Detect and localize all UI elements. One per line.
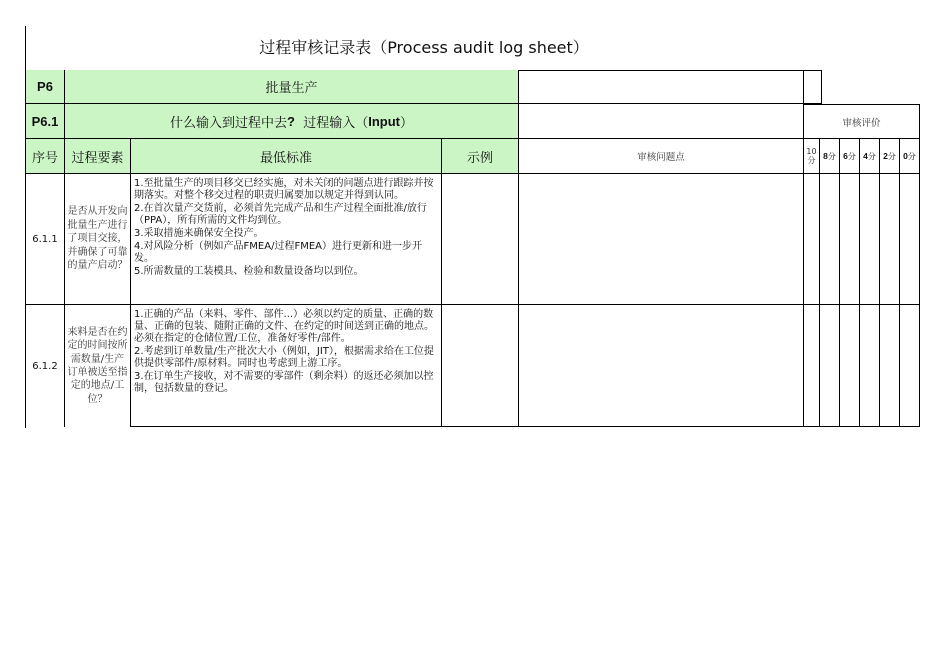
row-2-req-1: 1.正确的产品（来料、零件、部件...）必须以约定的质量、正确的数量、正确的包装、随附正确的文件、在约定的时间送到正确的地点。必须在指定的仓储位置/工位，准备好零件/部件。 — [134, 309, 434, 344]
subsection-code-cell — [26, 104, 64, 139]
table-row-1-audit-points[interactable] — [519, 174, 803, 305]
col-header-score-0 — [899, 139, 920, 174]
col-header-score-6 — [839, 139, 859, 174]
score-8-num: 8 — [823, 150, 828, 161]
row-2-score-4-cell[interactable] — [859, 305, 879, 427]
table-row-1-element: 是否从开发向批量生产进行了项目交接，并确保了可靠的量产启动？ — [64, 174, 130, 305]
section-name-cell — [64, 70, 519, 104]
row-1-score-2-cell[interactable] — [879, 174, 899, 305]
score-10-unit: 分 — [807, 156, 816, 165]
section-code-cell — [26, 70, 64, 104]
score-0-unit: 分 — [907, 151, 916, 161]
row-1-req-5: 5.所需数量的工装模具、检验和数量设备均以到位。 — [134, 266, 364, 277]
row-1-score-8-cell[interactable] — [819, 174, 839, 305]
score-6-num: 6 — [843, 150, 848, 161]
col-header-audit-points: 审核问题点 — [519, 139, 803, 174]
subsection-blank-cell — [519, 104, 803, 139]
table-row-1-no: 6.1.1 — [26, 174, 64, 305]
row-1-score-6-cell[interactable] — [839, 174, 859, 305]
row-1-req-4: 4.对风险分析（例如产品FMEA/过程FMEA）进行更新和进一步开发。 — [134, 241, 422, 264]
score-8-unit: 分 — [827, 151, 836, 161]
score-2-num: 2 — [883, 150, 888, 161]
subsection-name-cell — [64, 104, 519, 139]
section-code: P6 — [37, 79, 53, 94]
row-1-score-0-cell[interactable] — [899, 174, 920, 305]
subsection-name-prefix: 什么输入到过程中去 — [169, 115, 287, 131]
subsection-name-q: ? — [287, 113, 295, 129]
table-row-2-requirements — [130, 305, 441, 427]
col-header-score-2 — [879, 139, 899, 174]
table-row-1-example[interactable] — [441, 174, 519, 305]
score-0-num: 0 — [903, 150, 908, 161]
col-header-score-4 — [859, 139, 879, 174]
col-header-score-10 — [803, 139, 819, 174]
subsection-name-suffix: 过程输入（ — [303, 115, 369, 131]
table-row-2-element: 来料是否在约定的时间按所需数量/生产订单被送至指定的地点/工位？ — [64, 305, 130, 427]
col-header-no: 序号 — [26, 139, 64, 174]
col-header-score-8 — [819, 139, 839, 174]
row-1-score-10-cell[interactable] — [803, 174, 819, 305]
score-10-num: 10 — [806, 147, 817, 156]
subsection-name-bold: Input — [368, 113, 400, 129]
score-4-unit: 分 — [867, 151, 876, 161]
table-row-2-audit-points[interactable] — [519, 305, 803, 427]
col-header-element: 过程要素 — [64, 139, 130, 174]
col-header-example: 示例 — [441, 139, 519, 174]
row-1-req-3: 3.采取措施来确保安全投产。 — [134, 228, 264, 239]
row-1-req-2: 2.在首次量产交货前，必须首先完成产品和生产过程全面批准/放行（PPA），所有所需的文件均到位。 — [134, 203, 427, 226]
col-header-min-standard: 最低标准 — [130, 139, 441, 174]
row-2-req-2: 2.考虑到订单数量/生产批次大小（例如，JIT），根据需求给在工位提供提供零部件/原材料。同时也考虑到上游工序。 — [134, 346, 434, 369]
row-2-score-0-cell[interactable] — [899, 305, 920, 427]
table-row-2-no: 6.1.2 — [32, 360, 58, 372]
subsection-name-end: ） — [400, 115, 414, 131]
table-row-1-requirements — [130, 174, 441, 305]
row-1-req-1: 1.至批量生产的项目移交已经实施，对未关闭的问题点进行跟踪并按期落实。对整个移交过程的职责归属要加以规定并得到认同。 — [134, 178, 434, 201]
subsection-code: P6.1 — [31, 113, 59, 129]
row-2-score-6-cell[interactable] — [839, 305, 859, 427]
subsection-name — [65, 104, 518, 138]
score-6-unit: 分 — [847, 151, 856, 161]
score-2-unit: 分 — [887, 151, 896, 161]
score-4-num: 4 — [863, 150, 868, 161]
section-name: 批量生产 — [265, 81, 318, 96]
row-2-score-2-cell[interactable] — [879, 305, 899, 427]
page-title: 过程审核记录表（Process audit log sheet） — [259, 37, 589, 57]
row-2-req-3: 3.在订单生产接收，对不需要的零部件（剩余料）的返还必须加以控制，包括数量的登记。 — [134, 371, 434, 394]
row-2-score-8-cell[interactable] — [819, 305, 839, 427]
row-1-score-4-cell[interactable] — [859, 174, 879, 305]
section-blank-score-cell — [803, 70, 822, 104]
section-blank-cell — [519, 70, 803, 104]
audit-eval-header: 审核评价 — [803, 104, 920, 139]
table-row-2-example[interactable] — [441, 305, 519, 427]
row-2-score-10-cell[interactable] — [803, 305, 819, 427]
